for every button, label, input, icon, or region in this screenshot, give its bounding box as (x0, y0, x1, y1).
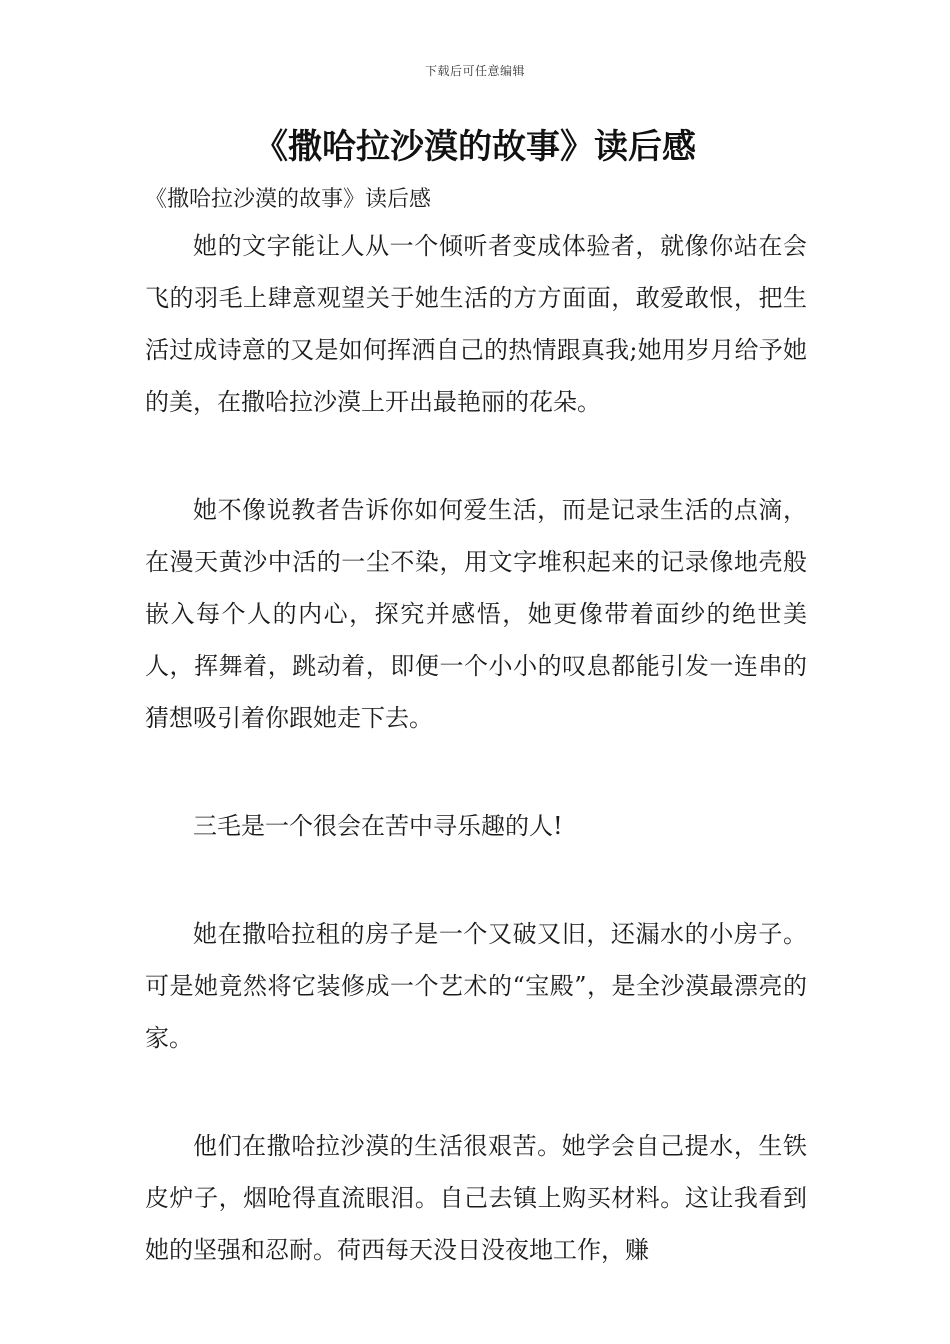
document-body (145, 180, 807, 1276)
document-title: 《撒哈拉沙漠的故事》读后感 (254, 127, 696, 167)
paragraph-2: 她不像说教者告诉你如何爱生活，而是记录生活的点滴，在漫天黄沙中活的一尘不染，用文字堆积起来的记录像地壳般嵌入每个人的内心，探究并感悟，她更像带着面纱的绝世美人，挥舞着，跳动着，即便一个小小的叹息都能引发一连串的猜想吸引着你跟她走下去。 (145, 496, 807, 732)
document-subtitle: 《撒哈拉沙漠的故事》读后感 (145, 187, 432, 212)
paragraph-gap (145, 744, 807, 800)
paragraph-5: 他们在撒哈拉沙漠的生活很艰苦。她学会自己提水，生铁皮炉子，烟呛得直流眼泪。自己去镇上购买材料。这让我看到她的坚强和忍耐。荷西每天没日没夜地工作，赚 (145, 1132, 807, 1264)
paragraph-1: 她的文字能让人从一个倾听者变成体验者，就像你站在会飞的羽毛上肆意观望关于她生活的方方面面，敢爱敢恨，把生活过成诗意的又是如何挥洒自己的热情跟真我;她用岁月给予她的美，在撒哈拉沙漠上开出最艳丽的花朵。 (145, 232, 807, 416)
paragraph-gap (145, 428, 807, 484)
header-note: 下载后可任意编辑 (424, 64, 525, 78)
paragraph-3: 三毛是一个很会在苦中寻乐趣的人! (193, 812, 563, 840)
paragraph-gap (145, 1064, 807, 1120)
paragraph-gap (145, 852, 807, 908)
paragraph-4: 她在撒哈拉租的房子是一个又破又旧，还漏水的小房子。可是她竟然将它装修成一个艺术的“宝殿”，是全沙漠最漂亮的家。 (145, 920, 807, 1052)
